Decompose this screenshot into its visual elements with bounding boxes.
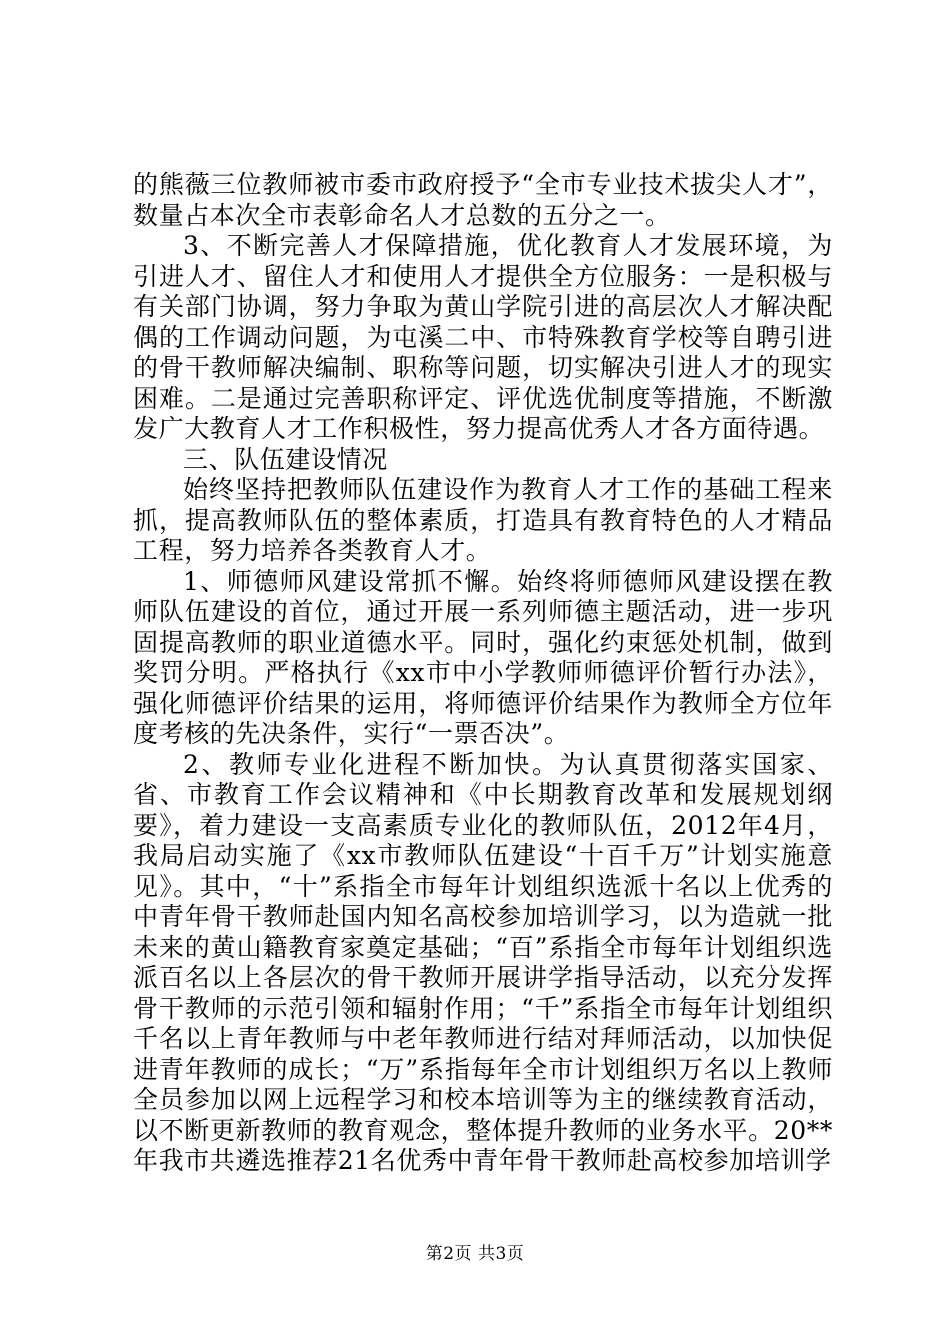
document-body xyxy=(133,170,833,1177)
section-heading-team-building: 三、队伍建设情况 xyxy=(183,444,388,474)
paragraph-continuation: 的熊薇三位教师被市委市政府授予“全市专业技术拔尖人才”，数量占本次全市表彰命名人才总数的五分之一。 xyxy=(133,170,833,230)
page-number-footer: 第2页 共3页 xyxy=(425,1244,525,1264)
paragraph-team-building-intro: 始终坚持把教师队伍建设作为教育人才工作的基础工程来抓，提高教师队伍的整体素质，打造具有教育特色的人才精品工程，努力培养各类教育人才。 xyxy=(133,475,833,565)
paragraph-talent-support: 3、不断完善人才保障措施，优化教育人才发展环境，为引进人才、留住人才和使用人才提供全方位服务：一是积极与有关部门协调，努力争取为黄山学院引进的高层次人才解决配偶的工作调动问题，为屯溪二中、市特殊教育学校等自聘引进的骨干教师解决编制、职称等问题，切实解决引进人才的现实困难。二是通过完善职称评定、评优选优制度等措施，不断激发广大教育人才工作积极性，努力提高优秀人才各方面待遇。 xyxy=(133,231,833,443)
paragraph-teacher-ethics: 1、师德师风建设常抓不懈。始终将师德师风建设摆在教师队伍建设的首位，通过开展一系列师德主题活动，进一步巩固提高教师的职业道德水平。同时，强化约束惩处机制，做到奖罚分明。严格执行《xx市中小学教师师德评价暂行办法》，强化师德评价结果的运用，将师德评价结果作为教师全方位年度考核的先决条件，实行“一票否决”。 xyxy=(133,566,833,748)
paragraph-teacher-professionalization: 2、教师专业化进程不断加快。为认真贯彻落实国家、省、市教育工作会议精神和《中长期教育改革和发展规划纲要》，着力建设一支高素质专业化的教师队伍，2012年4月，我局启动实施了《xx市教师队伍建设“十百千万”计划实施意见》。其中，“十”系指全市每年计划组织选派十名以上优秀的中青年骨干教师赴国内知名高校参加培训学习，以为造就一批未来的黄山籍教育家奠定基础；“百”系指全市每年计划组织选派百名以上各层次的骨干教师开展讲学指导活动，以充分发挥骨干教师的示范引领和辐射作用；“千”系指全市每年计划组织千名以上青年教师与中老年教师进行结对拜师活动，以加快促进青年教师的成长；“万”系指每年全市计划组织万名以上教师全员参加以网上远程学习和校本培训等为主的继续教育活动，以不断更新教师的教育观念，整体提升教师的业务水平。20**年我市共遴选推荐21名优秀中青年骨干教师赴高校参加培训学 xyxy=(133,749,833,1175)
